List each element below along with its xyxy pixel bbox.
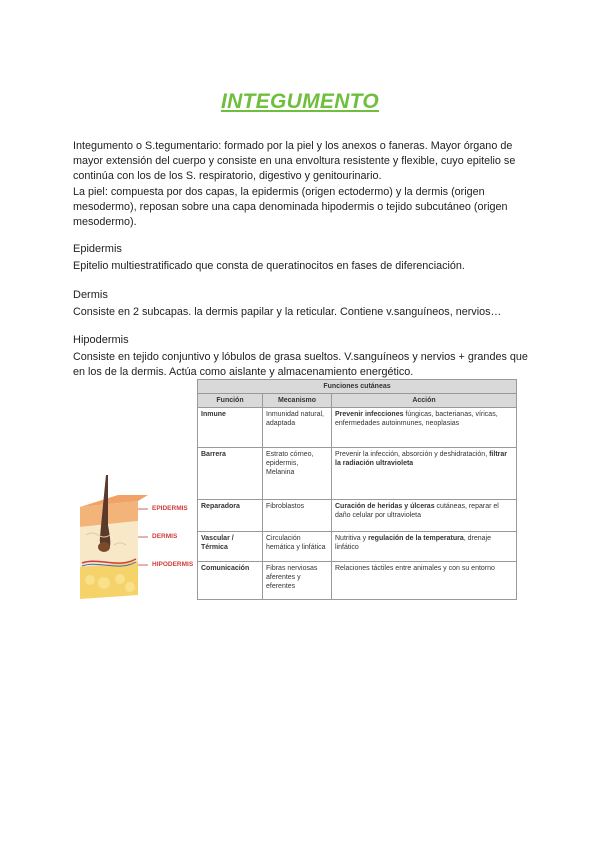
label-epidermis: EPIDERMIS	[152, 505, 188, 512]
table-row	[198, 448, 517, 500]
cell-mecanismo: Inmunidad natural, adaptada	[263, 408, 332, 448]
skin-layers-figure	[78, 465, 196, 600]
cell-accion: Prevenir infecciones fúngicas, bacterianas, víricas, enfermedades autoinmunes, neoplasias	[332, 408, 517, 448]
cell-mecanismo: Fibras nerviosas aferentes y eferentes	[263, 562, 332, 600]
cell-funcion: Barrera	[198, 448, 263, 500]
cell-accion: Relaciones táctiles entre animales y con su entorno	[332, 562, 517, 600]
funciones-table	[197, 379, 517, 600]
skin-illustration	[78, 465, 196, 600]
cell-funcion: Comunicación	[198, 562, 263, 600]
cell-accion: Curación de heridas y úlceras cutáneas, reparar el daño celular por ultravioleta	[332, 500, 517, 532]
header-funcion: Función	[198, 394, 263, 408]
table-row	[198, 562, 517, 600]
cell-funcion: Inmune	[198, 408, 263, 448]
section-heading-dermis: Dermis	[73, 289, 108, 301]
cell-mecanismo: Circulación hemática y linfática	[263, 532, 332, 562]
intro-paragraph-1: Integumento o S.tegumentario: formado por la piel y los anexos o faneras. Mayor órgano de mayor extensión del cuerpo y consiste en una envoltura resistente y flexible, cuyo epitelio se continúa con los de los S. respiratorio, digestivo y genitourinario.	[73, 140, 516, 183]
section-heading-hipodermis: Hipodermis	[73, 334, 129, 346]
header-mecanismo: Mecanismo	[263, 394, 332, 408]
cell-accion: Nutritiva y regulación de la temperatura, drenaje linfático	[332, 532, 517, 562]
section-text-epidermis: Epitelio multiestratificado que consta de queratinocitos en fases de diferenciación.	[73, 260, 465, 272]
table-row	[198, 408, 517, 448]
cell-accion: Prevenir la infección, absorción y deshidratación, filtrar la radiación ultravioleta	[332, 448, 517, 500]
table-caption: Funciones cutáneas	[198, 380, 517, 394]
section-heading-epidermis: Epidermis	[73, 243, 122, 255]
cell-mecanismo: Estrato córneo, epidermis, Melanina	[263, 448, 332, 500]
intro-paragraph-2: La piel: compuesta por dos capas, la epidermis (origen ectodermo) y la dermis (origen mesodermo), reposan sobre una capa denominada hipodermis o tejido subcutáneo (origen mesodermo).	[73, 186, 508, 229]
label-hipodermis: HIPODERMIS	[152, 561, 194, 568]
cell-mecanismo: Fibroblastos	[263, 500, 332, 532]
cell-funcion: Vascular / Térmica	[198, 532, 263, 562]
label-dermis: DERMIS	[152, 533, 178, 540]
section-text-dermis: Consiste en 2 subcapas. la dermis papilar y la reticular. Contiene v.sanguíneos, nervios…	[73, 306, 502, 318]
cell-funcion: Reparadora	[198, 500, 263, 532]
header-accion: Acción	[332, 394, 517, 408]
table-row	[198, 532, 517, 562]
page-title: INTEGUMENTO	[220, 90, 380, 113]
section-text-hipodermis: Consiste en tejido conjuntivo y lóbulos de grasa sueltos. V.sanguíneos y nervios + grandes que en los de la dermis. Actúa como aislante y almacenamiento energético.	[73, 351, 528, 379]
table-row	[198, 500, 517, 532]
